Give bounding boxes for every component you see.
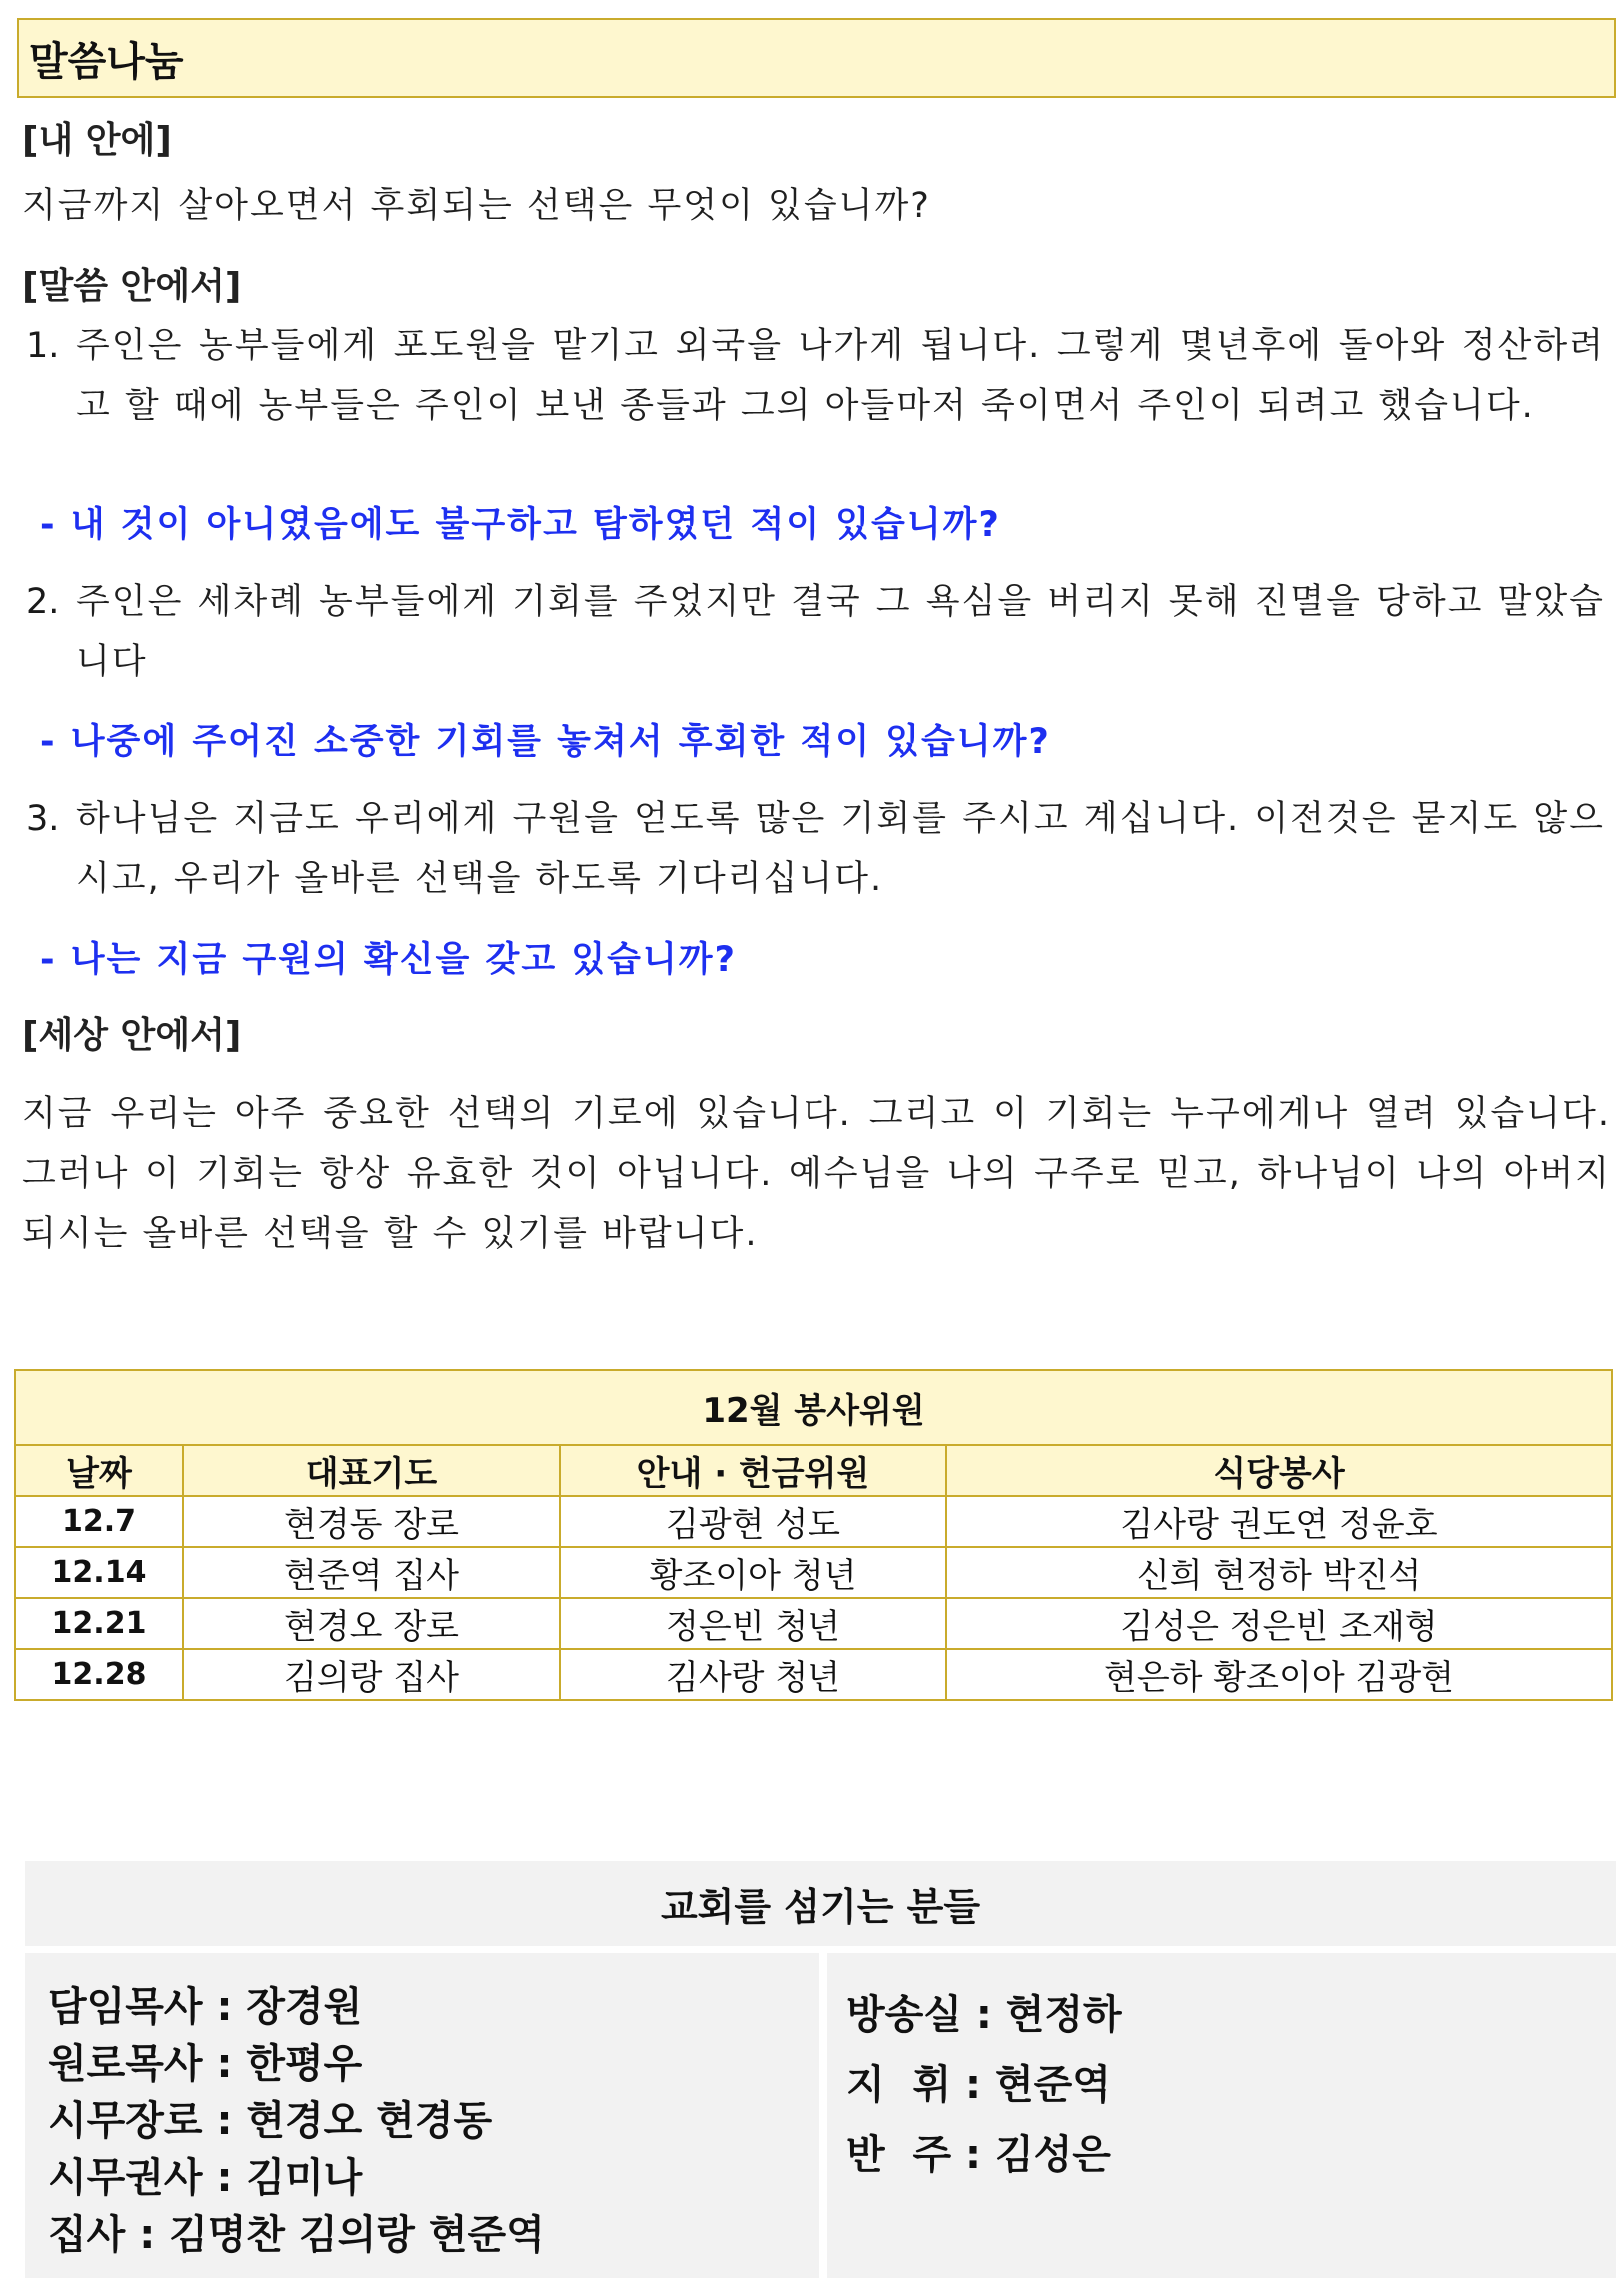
word-item-number: 1.: [26, 326, 60, 366]
word-item-text: 주인은 세차례 농부들에게 기회를 주었지만 결국 그 욕심을 버리지 못해 진멸을 당하고 말았습니다: [76, 582, 1605, 682]
servant-line: 반 주 : 김성은: [846, 2132, 1111, 2178]
within-world-text: 지금 우리는 아주 중요한 선택의 기로에 있습니다. 그리고 이 기회는 누구에게나 열려 있습니다. 그러나 이 기회는 항상 유효한 것이 아닙니다. 예수님을 나의 구주로 믿고, 하나님이 나의 아버지되시는 올바른 선택을 할 수 있기를 바랍니다.: [22, 1094, 1611, 1254]
cell-date: 12.7: [15, 1496, 183, 1547]
cell-usher: 황조이아 청년: [560, 1547, 946, 1598]
cell-kitchen: 현은하 황조이아 김광현: [946, 1649, 1612, 1700]
servant-line: 원로목사 : 한평우: [48, 2041, 363, 2087]
word-item-number: 2.: [26, 582, 60, 622]
section-title: 말씀나눔: [17, 18, 1616, 98]
cell-prayer: 김의랑 집사: [183, 1649, 560, 1700]
volunteers-caption: 12월 봉사위원: [15, 1370, 1612, 1445]
cell-prayer: 현준역 집사: [183, 1547, 560, 1598]
servant-line: 담임목사 : 장경원: [48, 1984, 363, 2030]
servants-left-panel: [25, 1953, 819, 2278]
cell-usher: 정은빈 청년: [560, 1598, 946, 1649]
volunteers-table: [14, 1369, 1613, 1701]
cell-date: 12.14: [15, 1547, 183, 1598]
table-row: [15, 1649, 1612, 1700]
cell-prayer: 현경동 장로: [183, 1496, 560, 1547]
within-me-text: 지금까지 살아오면서 후회되는 선택은 무엇이 있습니까?: [22, 186, 931, 226]
servants-right-panel: [827, 1953, 1616, 2278]
word-item-question: - 나중에 주어진 소중한 기회를 놓쳐서 후회한 적이 있습니까?: [40, 722, 1051, 762]
servant-line: 지 휘 : 현준역: [846, 2062, 1111, 2108]
within-me-heading: [내 안에]: [22, 120, 172, 161]
cell-kitchen: 김성은 정은빈 조재형: [946, 1598, 1612, 1649]
servant-line: 시무권사 : 김미나: [48, 2155, 363, 2201]
table-row: [15, 1547, 1612, 1598]
servant-line: 시무장로 : 현경오 현경동: [48, 2098, 493, 2144]
col-header-usher: 안내 · 헌금위원: [560, 1445, 946, 1496]
word-item-1: [26, 316, 1605, 436]
word-item-question: - 내 것이 아니였음에도 불구하고 탐하였던 적이 있습니까?: [40, 505, 1001, 545]
cell-usher: 김사랑 청년: [560, 1649, 946, 1700]
word-item-text: 주인은 농부들에게 포도원을 맡기고 외국을 나가게 됩니다. 그렇게 몇년후에 돌아와 정산하려고 할 때에 농부들은 주인이 보낸 종들과 그의 아들마저 죽이면서 주인이 되려고 했습니다.: [76, 326, 1605, 426]
within-word-heading: [말씀 안에서]: [22, 266, 242, 307]
cell-usher: 김광현 성도: [560, 1496, 946, 1547]
col-header-date: 날짜: [15, 1445, 183, 1496]
table-row: [15, 1496, 1612, 1547]
word-item-question: - 나는 지금 구원의 확신을 갖고 있습니까?: [40, 940, 737, 980]
cell-kitchen: 김사랑 권도연 정윤호: [946, 1496, 1612, 1547]
servants-title: 교회를 섬기는 분들: [25, 1861, 1616, 1946]
cell-date: 12.21: [15, 1598, 183, 1649]
col-header-kitchen: 식당봉사: [946, 1445, 1612, 1496]
cell-kitchen: 신희 현정하 박진석: [946, 1547, 1612, 1598]
table-row: [15, 1598, 1612, 1649]
word-item-2: [26, 573, 1605, 692]
word-item-text: 하나님은 지금도 우리에게 구원을 얻도록 많은 기회를 주시고 계십니다. 이전것은 묻지도 않으시고, 우리가 올바른 선택을 하도록 기다리십니다.: [76, 799, 1605, 899]
cell-date: 12.28: [15, 1649, 183, 1700]
word-item-3: [26, 789, 1605, 909]
word-item-number: 3.: [26, 799, 60, 839]
cell-prayer: 현경오 장로: [183, 1598, 560, 1649]
col-header-prayer: 대표기도: [183, 1445, 560, 1496]
servant-line: 집사 : 김명찬 김의랑 현준역: [48, 2212, 545, 2258]
within-world-heading: [세상 안에서]: [22, 1015, 242, 1056]
servant-line: 방송실 : 현정하: [846, 1992, 1122, 2038]
